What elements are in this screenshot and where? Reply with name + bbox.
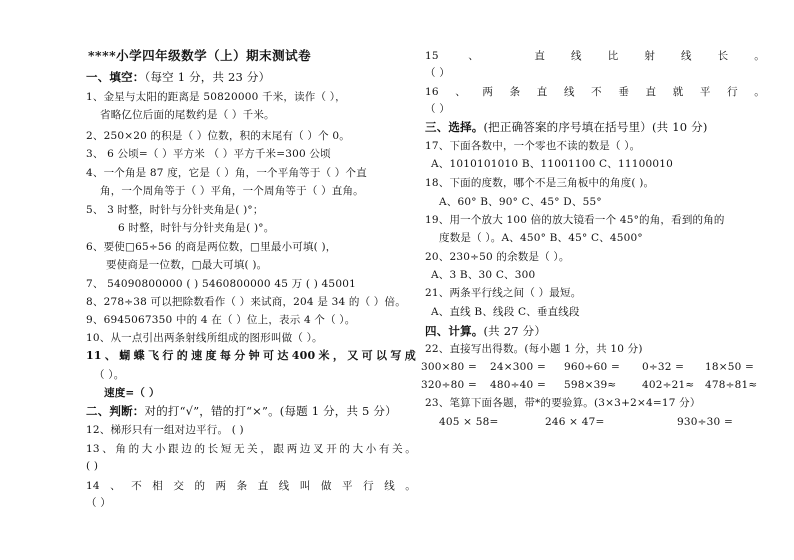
oral-item: 960÷60 = [564, 361, 620, 373]
question-15-line-2: （ ） [425, 67, 450, 79]
section-judge-title: 二、判断： [86, 404, 145, 418]
question-5-line-1: 5、 3 时整，时针与分针夹角是( )°； [86, 204, 264, 216]
question-21-options: A、直线 B、线段 C、垂直线段 [431, 306, 580, 318]
question-9: 9、6945067350 中的 4 在（ ）位上，表示 4 个（ ）。 [86, 314, 356, 326]
question-13-text: 13、角的大小跟边的长短无关，跟两边叉开的大小有关。 [86, 443, 416, 455]
question-18: 18、下面的度数，哪个不是三角板中的角度( )。 [425, 177, 655, 189]
question-15-text: 15 、 直线比射线长。 [425, 50, 765, 62]
oral-row-2 [421, 378, 765, 392]
question-14-text: 14、不相交的两条直线叫做平行线。 [86, 480, 416, 492]
oral-item: 300×80 = [421, 361, 477, 373]
oral-item: 18×50 = [705, 361, 755, 373]
question-20-options: A、3 B、30 C、300 [431, 269, 536, 281]
section-fill-title: 一、填空： [86, 70, 145, 84]
question-12: 12、梯形只有一组对边平行。 ( ) [86, 424, 244, 436]
written-item: 246 × 47= [545, 416, 605, 428]
question-16-line-2: （ ） [425, 103, 450, 115]
question-15-line-1 [425, 49, 765, 63]
question-11-line-1 [86, 349, 416, 363]
question-20: 20、230÷50 的余数是（ ）。 [425, 251, 570, 263]
exam-title: ****小学四年级数学（上）期末测试卷 [88, 48, 312, 63]
question-21: 21、两条平行线之间（ ）最短。 [425, 287, 582, 299]
question-16-line-1 [425, 85, 765, 99]
question-13-line-2: ( ) [86, 460, 99, 472]
question-6-line-2: 要使商是一位数，□最大可填( )。 [106, 259, 268, 271]
question-14-line-2: （ ） [86, 497, 111, 509]
question-14-line-1 [86, 479, 416, 493]
question-4-line-2: 角，一个周角等于（ ）平角，一个周角等于（ ）直角。 [100, 185, 364, 197]
section-judge-header [86, 404, 397, 418]
written-item: 930÷30 = [677, 416, 733, 428]
oral-row-1 [421, 360, 765, 374]
question-13-line-1 [86, 442, 416, 456]
question-11-line-3: 速度=（ ） [104, 387, 160, 399]
question-3: 3、 6 公顷=（ ）平方米 （ ）平方千米=300 公顷 [86, 148, 331, 160]
question-19-line-2: 度数是（ ）。A、450° B、45° C、4500° [439, 232, 643, 244]
section-calc-note: (共 27 分） [483, 324, 547, 338]
oral-item: 478÷81≈ [705, 379, 758, 391]
section-fill-note: （每空 1 分，共 23 分） [144, 70, 271, 84]
section-fill-header [86, 70, 270, 84]
oral-item: 598×39≈ [564, 379, 617, 391]
question-18-options: A、60° B、90° C、45° D、55° [439, 196, 602, 208]
question-4-line-1: 4、一个角是 87 度，它是（ ）角，一个平角等于（ ）个直 [86, 167, 367, 179]
section-choose-note: (把正确答案的序号填在括号里）(共 10 分) [483, 120, 708, 134]
question-16-text: 16、两条直线不垂直就平行。 [425, 86, 765, 98]
oral-item: 24×300 = [490, 361, 546, 373]
oral-item: 320÷80 = [421, 379, 477, 391]
oral-item: 480÷40 = [490, 379, 546, 391]
question-1-line-2: 省略亿位后面的尾数约是（ ）千米。 [100, 109, 275, 121]
section-choose-header [425, 120, 708, 134]
question-7: 7、 54090800000 ( ) 5460800000 45 万 ( ) 45001 [86, 278, 356, 290]
question-23: 23、笔算下面各题，带*的要验算。(3×3+2×4=17 分） [425, 397, 701, 409]
question-10: 10、从一点引出两条射线所组成的图形叫做（ ）。 [86, 332, 323, 344]
written-item: 405 × 58= [439, 416, 499, 428]
oral-item: 0÷32 = [642, 361, 685, 373]
written-row [425, 415, 765, 429]
question-19-line-1: 19、用一个放大 100 倍的放大镜看一个 45°的角，看到的角的 [425, 214, 725, 226]
section-judge-note: 对的打“√”，错的打“×”。(每题 1 分，共 5 分） [144, 404, 397, 418]
question-5-line-2: 6 时整，时针与分针夹角是( )°。 [118, 222, 275, 234]
question-11-text: 11、蝴蝶飞行的速度每分钟可达400米，又可以写成 [86, 349, 416, 362]
oral-item: 402÷21≈ [642, 379, 695, 391]
section-choose-title: 三、选择。 [425, 120, 484, 134]
question-6-line-1: 6、要使□65÷56 的商是两位数，□里最小可填( )， [86, 241, 337, 253]
question-11-line-2: （ ）。 [94, 369, 125, 381]
question-1-line-1: 1、金星与太阳的距离是 50820000 千米，读作（ ）， [86, 91, 346, 103]
question-2: 2、250×20 的积是（ ）位数，积的末尾有（ ）个 0。 [86, 130, 350, 142]
question-22: 22、直接写出得数。(每小题 1 分，共 10 分) [425, 343, 643, 355]
question-17: 17、下面各数中，一个零也不读的数是（ ）。 [425, 140, 641, 152]
question-8: 8、278÷38 可以把除数看作（ ）来试商，204 是 34 的（ ）倍。 [86, 296, 406, 308]
section-calc-header [425, 324, 546, 338]
question-17-options: A、1010101010 B、11001100 C、11100010 [431, 158, 673, 170]
section-calc-title: 四、计算。 [425, 324, 484, 338]
